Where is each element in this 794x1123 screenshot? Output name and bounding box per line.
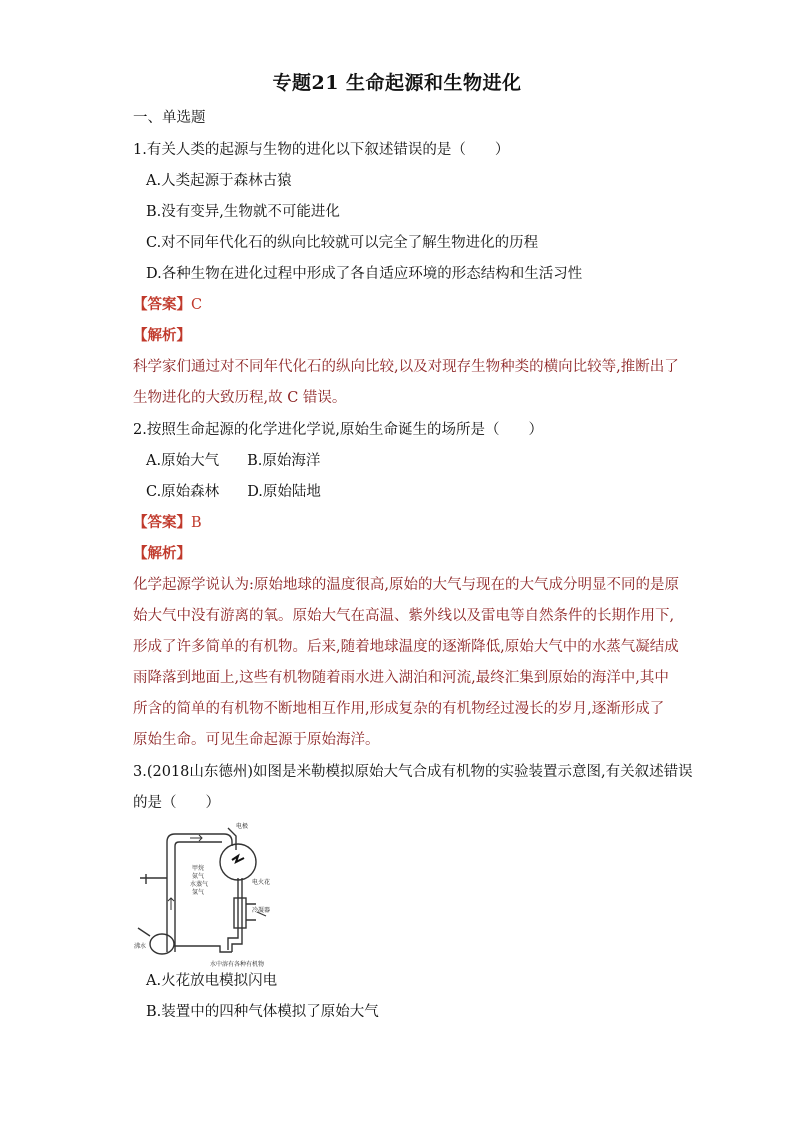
- q2-stem: 2.按照生命起源的化学进化学说,原始生命诞生的场所是（ ）: [133, 422, 543, 438]
- q2-answer-label: 【答案】: [133, 514, 191, 531]
- upflow-arrow-icon: [168, 898, 174, 910]
- label-condenser: 冷凝器: [252, 907, 271, 914]
- section-heading: 一、单选题: [133, 110, 206, 126]
- q1-option-d: D.各种生物在进化过程中形成了各自适应环境的形态结构和生活习性: [146, 266, 583, 282]
- label-electrode: 电极: [236, 823, 249, 830]
- label-gas-4: 氢气: [192, 889, 205, 896]
- q1-stem: 1.有关人类的起源与生物的进化以下叙述错误的是（ ）: [133, 142, 510, 158]
- q3-stem-line-2: 的是（ ）: [133, 795, 220, 811]
- q2-options-row-2: [146, 482, 321, 502]
- q1-analysis-label: 【解析】: [133, 327, 191, 344]
- q2-answer-value: B: [191, 515, 202, 531]
- q1-answer-value: C: [191, 297, 203, 313]
- label-gas-1: 甲烷: [192, 865, 205, 872]
- heater-tube: [138, 928, 150, 936]
- q2-analysis-label: 【解析】: [133, 545, 191, 562]
- label-bottom: 水中溶有各种有机物: [210, 961, 265, 968]
- page-title: 专题21 生命起源和生物进化: [272, 72, 522, 94]
- q2-option-b: B.原始海洋: [247, 453, 321, 469]
- q2-analysis-line-5: 所含的简单的有机物不断地相互作用,形成复杂的有机物经过漫长的岁月,逐渐形成了: [133, 701, 665, 717]
- connecting-tube: [174, 946, 232, 952]
- label-spark: 电火花: [252, 879, 271, 886]
- q1-answer: [133, 295, 202, 315]
- q2-analysis-line-4: 雨降落到地面上,这些有机物随着雨水进入湖泊和河流,最终汇集到原始的海洋中,其中: [133, 670, 669, 686]
- q2-option-c: C.原始森林: [146, 484, 220, 500]
- q2-analysis-line-3: 形成了许多简单的有机物。后来,随着地球温度的逐渐降低,原始大气中的水蒸气凝结成: [133, 639, 679, 655]
- q2-analysis-line-2: 始大气中没有游离的氧。原始大气在高温、紫外线以及雷电等自然条件的长期作用下,: [133, 608, 675, 624]
- q2-options-row-1: [146, 451, 320, 471]
- label-boiling-water: 沸水: [134, 943, 147, 950]
- upper-tube-inner: [175, 842, 222, 952]
- condenser-jacket: [234, 898, 246, 928]
- flow-arrow-icon: [190, 835, 202, 841]
- label-gas-2: 氨气: [192, 873, 205, 880]
- miller-apparatus-figure: [132, 820, 282, 970]
- q2-analysis-line-1: 化学起源学说认为:原始地球的温度很高,原始的大气与现在的大气成分明显不同的是原: [133, 577, 679, 593]
- q3-stem-line-1: 3.(2018山东德州)如图是米勒模拟原始大气合成有机物的实验装置示意图,有关叙述错误: [133, 764, 693, 780]
- q1-option-a: A.人类起源于森林古猿: [146, 173, 292, 189]
- q2-answer: [133, 513, 202, 533]
- spark-icon: [232, 856, 244, 862]
- q1-answer-label: 【答案】: [133, 296, 191, 313]
- q2-option-d: D.原始陆地: [247, 484, 321, 500]
- side-tap: [140, 874, 167, 884]
- boiling-flask: [150, 934, 174, 954]
- q3-option-b: B.装置中的四种气体模拟了原始大气: [146, 1004, 379, 1020]
- q1-analysis-line-1: 科学家们通过对不同年代化石的纵向比较,以及对现存生物种类的横向比较等,推断出了: [133, 359, 679, 375]
- q1-analysis-line-2: 生物进化的大致历程,故 C 错误。: [133, 390, 347, 406]
- descending-tube: [228, 878, 238, 950]
- label-gas-3: 水蒸气: [190, 881, 209, 888]
- q2-option-a: A.原始大气: [146, 453, 220, 469]
- q1-option-c: C.对不同年代化石的纵向比较就可以完全了解生物进化的历程: [146, 235, 539, 251]
- q3-option-a: A.火花放电模拟闪电: [146, 973, 278, 989]
- q1-option-b: B.没有变异,生物就不可能进化: [146, 204, 340, 220]
- q2-analysis-line-6: 原始生命。可见生命起源于原始海洋。: [133, 732, 380, 748]
